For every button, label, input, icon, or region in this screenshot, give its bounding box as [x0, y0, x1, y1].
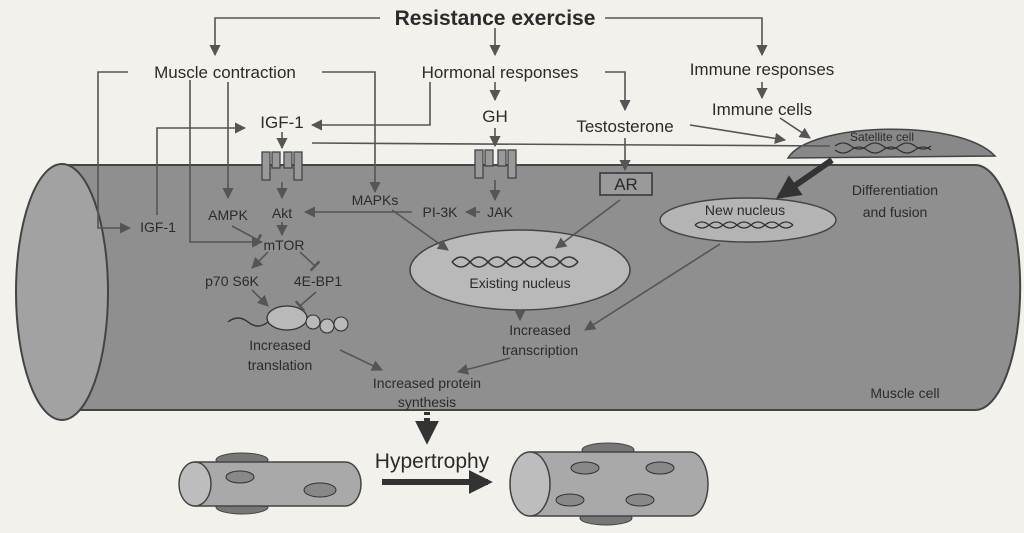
new-nucleus-label: New nucleus — [704, 202, 786, 218]
muscle-contraction-label: Muscle contraction — [154, 63, 296, 82]
hormonal-responses-label: Hormonal responses — [421, 63, 579, 82]
muscle-cell-label: Muscle cell — [870, 385, 940, 401]
pi3k-label: PI-3K — [422, 204, 458, 220]
increased-translation-label-1: Increased — [249, 337, 311, 353]
protein-synthesis-label-1: Increased protein — [372, 375, 482, 391]
satellite-cell-label: Satellite cell — [849, 130, 915, 144]
igf1-left-label: IGF-1 — [140, 219, 176, 235]
differentiation-label: Differentiation — [851, 182, 939, 198]
gh-label: GH — [482, 107, 508, 126]
akt-label: Akt — [271, 205, 293, 221]
increased-transcription-label-1: Increased — [509, 322, 571, 338]
immune-responses-label: Immune responses — [689, 60, 835, 79]
mapks-label: MAPKs — [351, 192, 399, 208]
hypertrophy-label: Hypertrophy — [374, 450, 490, 473]
mtor-label: mTOR — [263, 237, 305, 253]
ar-label: AR — [614, 175, 638, 194]
fusion-label: and fusion — [862, 204, 928, 220]
resistance-exercise-label: Resistance exercise — [394, 7, 596, 30]
testosterone-label: Testosterone — [576, 117, 674, 136]
small-muscle-fiber — [179, 453, 361, 514]
existing-nucleus-label: Existing nucleus — [469, 275, 571, 291]
existing-nucleus — [410, 230, 630, 310]
immune-cells-label: Immune cells — [711, 100, 813, 119]
igf1-top-label: IGF-1 — [260, 113, 304, 132]
jak-label: JAK — [487, 204, 513, 220]
p70-label: p70 S6K — [205, 273, 259, 289]
increased-translation-label-2: translation — [247, 357, 313, 373]
increased-transcription-label-2: transcription — [501, 342, 579, 358]
ampk-label: AMPK — [208, 207, 248, 223]
large-muscle-fiber — [510, 443, 708, 525]
protein-synthesis-label-2: synthesis — [397, 394, 457, 410]
4ebp1-label: 4E-BP1 — [293, 273, 343, 289]
